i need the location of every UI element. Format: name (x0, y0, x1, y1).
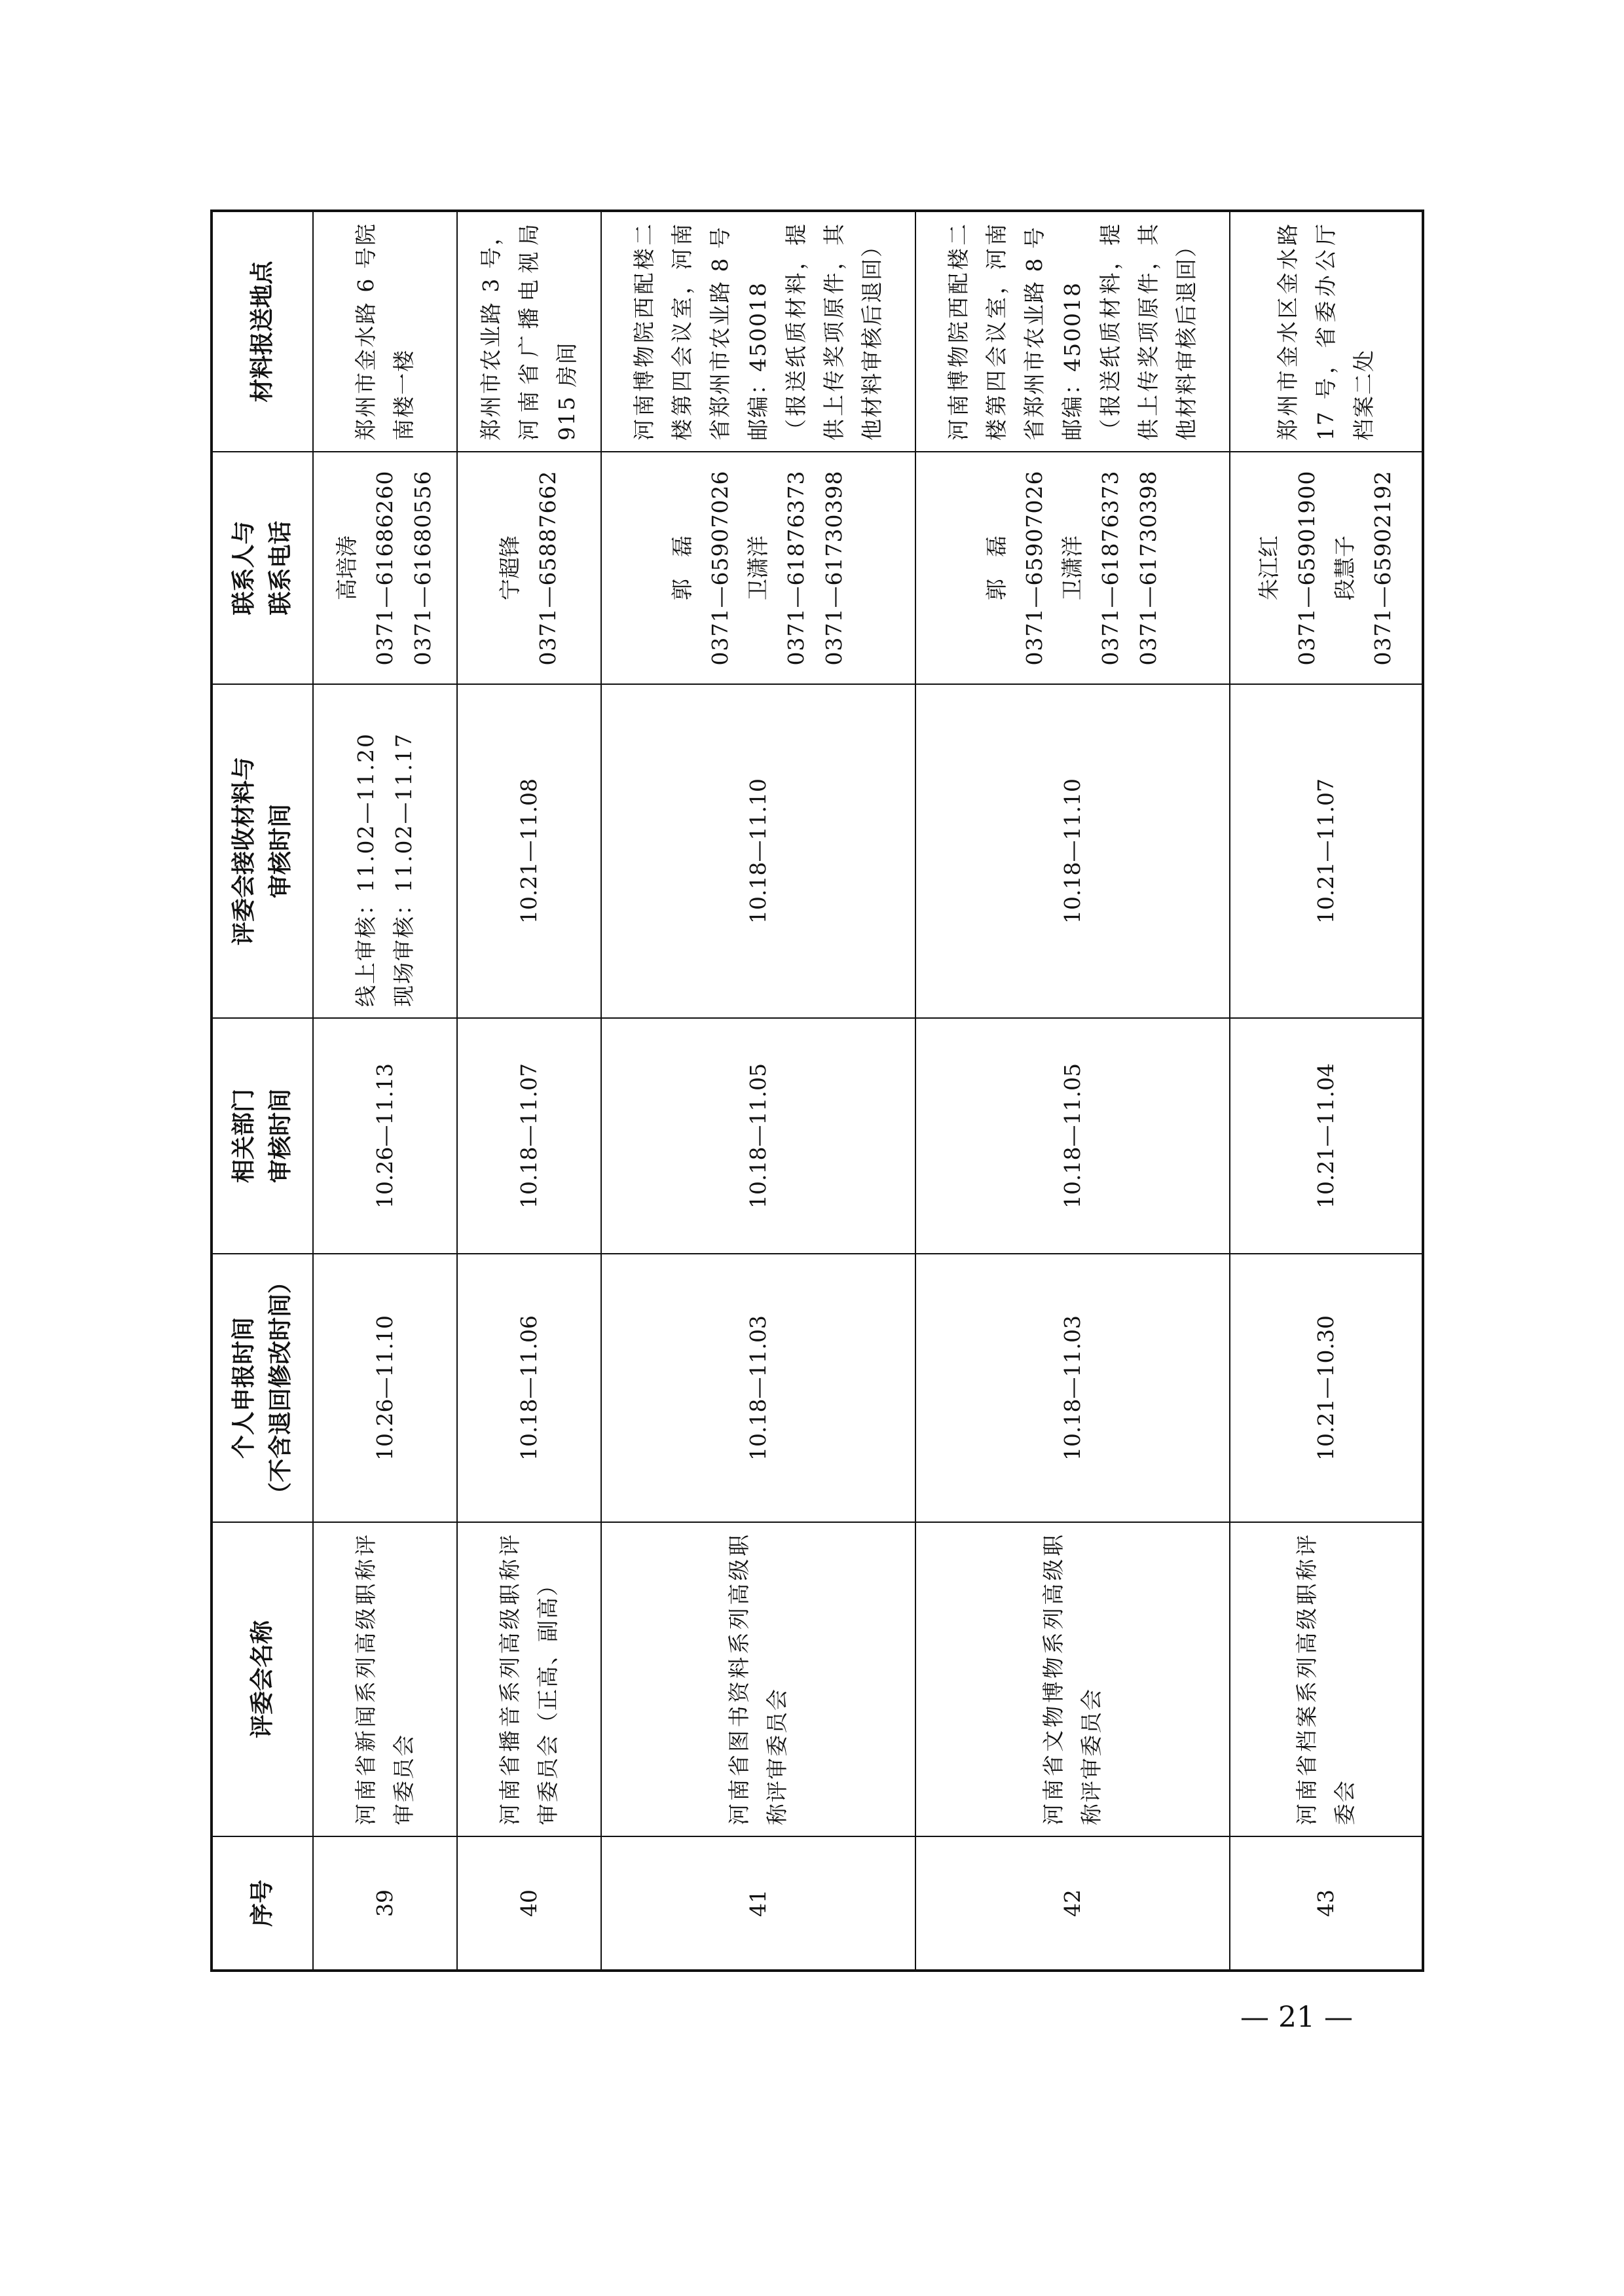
contact-phone: 0371—61686260 (372, 470, 397, 666)
review-time-cell: 10.18—11.10 (601, 684, 915, 1018)
contact-name: 宁超锋 (497, 536, 523, 600)
personal-time-cell: 10.18—11.03 (915, 1254, 1230, 1522)
committee-cell: 河南省档案系列高级职称评委会 (1230, 1522, 1423, 1836)
contact-phone: 0371—61680556 (410, 470, 435, 666)
seq-cell: 41 (601, 1836, 915, 1971)
contact-phone: 0371—65907026 (1022, 470, 1047, 666)
contact-phone: 0371—61876373 (1098, 470, 1123, 666)
contact-cell (457, 452, 601, 684)
header-committee: 评委会名称 (212, 1522, 313, 1836)
address-note: （报送纸质材料，提供上传奖项原件，其他材料审核后退回） (783, 223, 885, 441)
contact-phone: 0371—61730398 (1135, 470, 1161, 666)
header-personal-time (212, 1254, 313, 1522)
header-review-time-line2: 审核时间 (267, 804, 294, 899)
committee-cell: 河南省文物博物系列高级职称评审委员会 (915, 1522, 1230, 1836)
header-review-time-line1: 评委会接收材料与 (231, 757, 257, 946)
header-address: 材料报送地点 (212, 211, 313, 452)
table-row (1230, 211, 1423, 1971)
contact-cell (601, 452, 915, 684)
header-dept-time-line2: 审核时间 (267, 1089, 294, 1184)
address-cell: 郑州市金水路 6 号院南楼一楼 (313, 211, 457, 452)
personal-time-cell: 10.18—11.03 (601, 1254, 915, 1522)
personal-time-cell: 10.18—11.06 (457, 1254, 601, 1522)
committee-cell: 河南省图书资料系列高级职称评审委员会 (601, 1522, 915, 1836)
address-line: 河南博物院西配楼二楼第四会议室，河南省郑州市农业路 8 号 (631, 223, 733, 441)
contact-cell (1230, 452, 1423, 684)
review-time-cell: 10.21—11.07 (1230, 684, 1423, 1018)
contact-phone: 0371—61876373 (783, 470, 809, 666)
contact-phone: 0371—65907026 (707, 470, 733, 666)
header-dept-time (212, 1018, 313, 1254)
dept-time-cell: 10.21—11.04 (1230, 1018, 1423, 1254)
address-cell (915, 211, 1230, 452)
contact-phone: 0371—61730398 (821, 470, 847, 666)
address-cell: 郑州市农业路 3 号，河南省广播电视局 915 房间 (457, 211, 601, 452)
address-note: （报送纸质材料，提供上传奖项原件，其他材料审核后退回） (1098, 223, 1199, 441)
committee-cell: 河南省新闻系列高级职称评审委员会 (313, 1522, 457, 1836)
contact-name: 郭 磊 (984, 536, 1009, 600)
contact-phone: 0371—65902192 (1370, 470, 1395, 666)
seq-cell: 42 (915, 1836, 1230, 1971)
contact-name: 高培涛 (334, 536, 360, 600)
address-postcode: 邮编：450018 (1060, 282, 1085, 441)
contact-cell (313, 452, 457, 684)
rotated-table-container (210, 212, 1422, 1972)
review-time-cell: 10.18—11.10 (915, 684, 1230, 1018)
header-dept-time-line1: 相关部门 (231, 1089, 257, 1184)
contact-name: 段慧子 (1332, 536, 1357, 600)
header-contact-line2: 联系电话 (267, 520, 294, 615)
dept-time-cell: 10.18—11.07 (457, 1018, 601, 1254)
header-review-time (212, 684, 313, 1018)
address-cell: 郑州市金水区金水路 17 号，省委办公厅档案二处 (1230, 211, 1423, 452)
committee-cell: 河南省播音系列高级职称评审委员会（正高、副高） (457, 1522, 601, 1836)
contact-cell (915, 452, 1230, 684)
contact-phone: 0371—65887662 (535, 470, 561, 666)
review-online: 线上审核：11.02—11.20 (353, 733, 378, 1007)
personal-time-cell: 10.26—11.10 (313, 1254, 457, 1522)
header-personal-time-line1: 个人申报时间 (231, 1317, 257, 1459)
contact-name: 卫潇洋 (745, 536, 771, 600)
dept-time-cell: 10.26—11.13 (313, 1018, 457, 1254)
table-row (457, 211, 601, 1971)
personal-time-cell: 10.21—10.30 (1230, 1254, 1423, 1522)
seq-cell: 40 (457, 1836, 601, 1971)
contact-name: 郭 磊 (669, 536, 695, 600)
header-seq: 序号 (212, 1836, 313, 1971)
dept-time-cell: 10.18—11.05 (915, 1018, 1230, 1254)
review-time-cell: 10.21—11.08 (457, 684, 601, 1018)
review-onsite: 现场审核：11.02—11.17 (391, 733, 416, 1007)
header-contact-line1: 联系人与 (231, 520, 257, 615)
review-schedule-table (210, 210, 1424, 1972)
review-time-cell (313, 684, 457, 1018)
table-header-row (212, 211, 313, 1971)
header-personal-time-line2: （不含退回修改时间） (267, 1270, 294, 1506)
seq-cell: 43 (1230, 1836, 1423, 1971)
address-postcode: 邮编：450018 (745, 282, 771, 441)
contact-name: 朱江红 (1256, 536, 1282, 600)
table-wrapper (210, 212, 1422, 1972)
contact-name: 卫潇洋 (1060, 536, 1085, 600)
page-number: — 21 — (1240, 2001, 1353, 2034)
contact-phone: 0371—65901900 (1294, 470, 1320, 666)
seq-cell: 39 (313, 1836, 457, 1971)
table-row (313, 211, 457, 1971)
table-row (915, 211, 1230, 1971)
table-row (601, 211, 915, 1971)
address-line: 河南博物院西配楼二楼第四会议室，河南省郑州市农业路 8 号 (946, 223, 1047, 441)
dept-time-cell: 10.18—11.05 (601, 1018, 915, 1254)
header-contact (212, 452, 313, 684)
address-cell (601, 211, 915, 452)
